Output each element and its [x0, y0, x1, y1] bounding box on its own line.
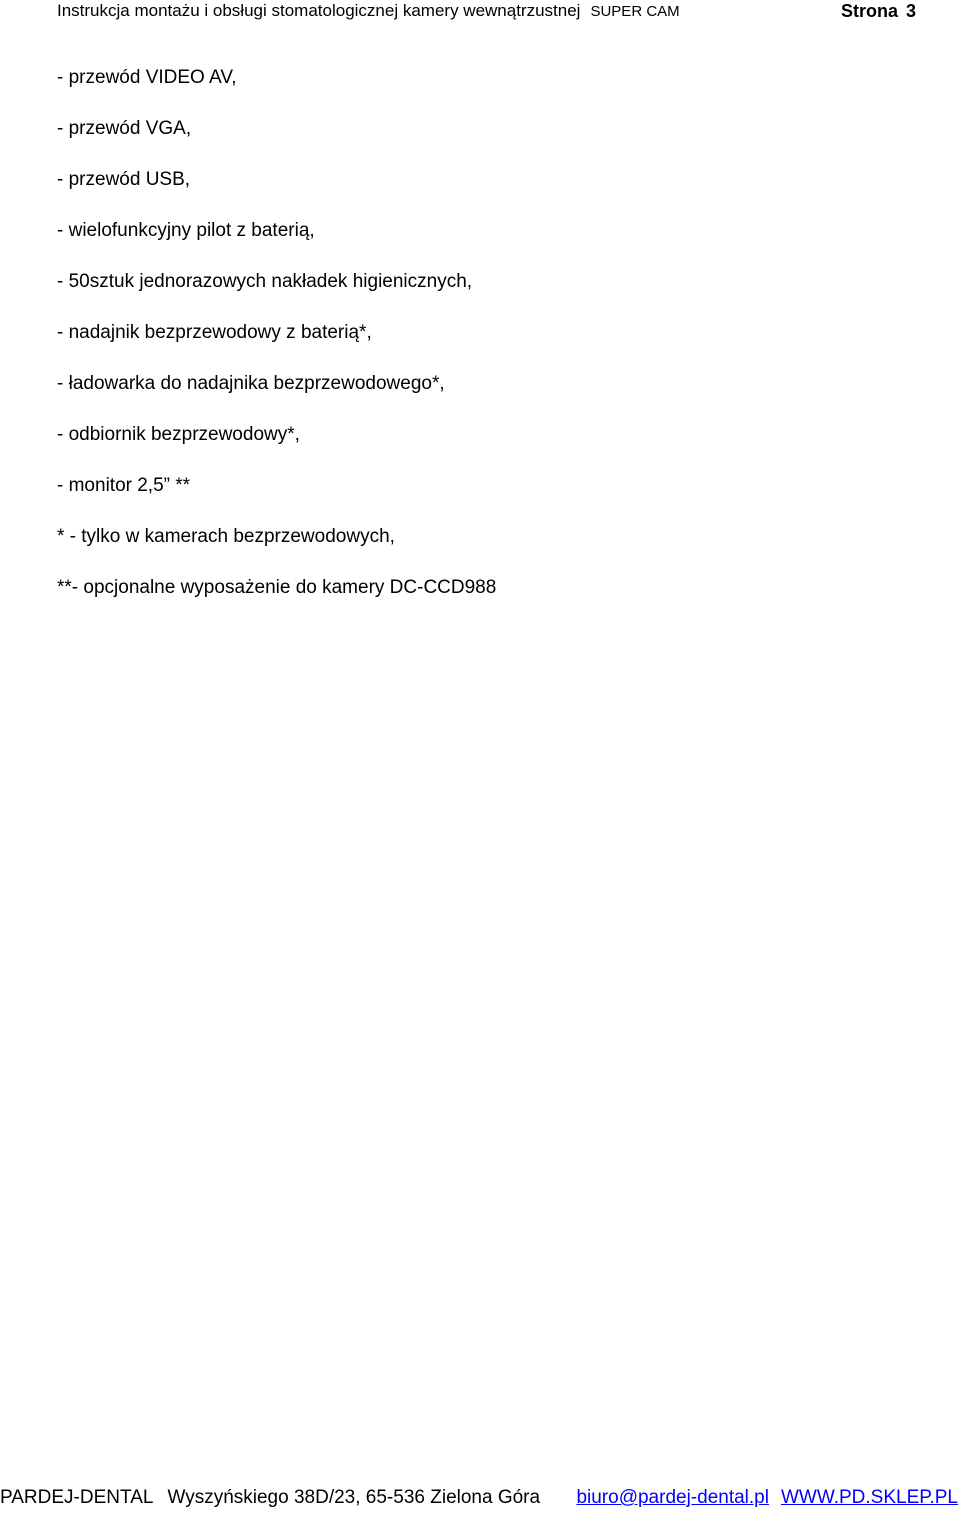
list-item: - ładowarka do nadajnika bezprzewodowego*, — [57, 373, 445, 394]
company-address: Wyszyńskiego 38D/23, 65-536 Zielona Góra — [167, 1487, 541, 1508]
list-item: - wielofunkcyjny pilot z baterią, — [57, 220, 315, 241]
equipment-list — [57, 65, 917, 626]
footnote: **- opcjonalne wyposażenie do kamery DC-CCD988 — [57, 577, 497, 598]
footer-company-info — [0, 1487, 540, 1509]
page-footer — [0, 1484, 960, 1512]
list-item: - nadajnik bezprzewodowy z baterią*, — [57, 322, 372, 343]
list-item: - 50sztuk jednorazowych nakładek higienicznych, — [57, 271, 473, 292]
page-number: 3 — [905, 0, 916, 21]
email-link[interactable]: biuro@pardej-dental.pl — [576, 1487, 769, 1508]
company-name: PARDEJ-DENTAL — [0, 1487, 154, 1508]
list-item: - przewód VGA, — [57, 118, 192, 139]
footnote: * - tylko w kamerach bezprzewodowych, — [57, 526, 395, 547]
list-item: - odbiornik bezprzewodowy*, — [57, 424, 300, 445]
footer-links — [576, 1487, 958, 1509]
product-name: SUPER CAM — [590, 3, 680, 20]
page-indicator — [841, 1, 916, 22]
header-title-group — [57, 1, 680, 21]
list-item: - przewód VIDEO AV, — [57, 67, 237, 88]
list-item: - monitor 2,5” ** — [57, 475, 191, 496]
page-header — [57, 0, 916, 22]
document-title: Instrukcja montażu i obsługi stomatologicznej kamery wewnątrzustnej — [57, 1, 581, 20]
website-link[interactable]: WWW.PD.SKLEP.PL — [780, 1487, 958, 1508]
page-label: Strona — [840, 0, 898, 21]
list-item: - przewód USB, — [57, 169, 191, 190]
